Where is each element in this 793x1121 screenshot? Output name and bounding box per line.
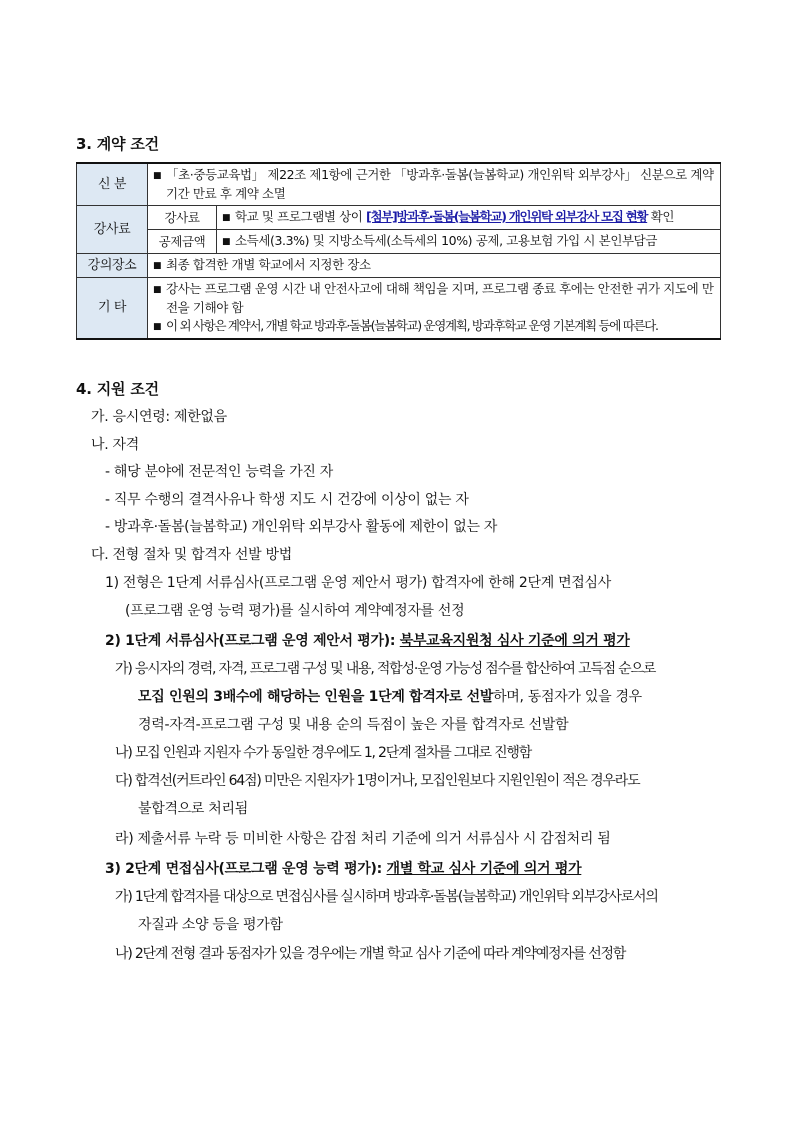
qualification-item-3: - 방과후·돌봄(늘봄학교) 개인위탁 외부강사 활동에 제한이 없는 자 <box>105 519 498 535</box>
square-bullet-icon: ■ <box>222 237 231 247</box>
sublabel-fee: 강사료 <box>148 206 217 230</box>
section-4-title: 4. 지원 조건 <box>76 380 159 398</box>
label-fee: 강사료 <box>77 206 148 254</box>
procedure-3-heading <box>105 858 581 878</box>
procedure-3a-line-1: 가) 1단계 합격자를 대상으로 면접심사를 실시하며 방과후·돌봄(늘봄학교) 개인위탁 외부강사로서의 <box>115 889 658 905</box>
qualification-item-1: - 해당 분야에 전문적인 능력을 가진 자 <box>105 464 334 480</box>
procedure-3b: 나) 2단계 전형 결과 동점자가 있을 경우에는 개별 학교 심사 기준에 따라 계약예정자를 선정함 <box>115 946 626 962</box>
square-bullet-icon: ■ <box>222 213 231 223</box>
square-bullet-icon: ■ <box>153 171 162 181</box>
qualification-heading: 나. 자격 <box>91 437 139 453</box>
procedure-2a-line-1: 가) 응시자의 경력, 자격, 프로그램 구성 및 내용, 적합성·운영 가능성 점수를 합산하여 고득점 순으로 <box>115 661 656 677</box>
row-fee-1 <box>77 206 721 230</box>
procedure-2a-line-3: 경력-자격-프로그램 구성 및 내용 순의 득점이 높은 자를 합격자로 선발함 <box>138 717 569 733</box>
qualification-item-2: - 직무 수행의 결격사유나 학생 지도 시 건강에 이상이 없는 자 <box>105 492 469 508</box>
attachment-link[interactable]: [첨부]방과후·돌봄(늘봄학교) 개인위탁 외부강사 모집 현황 <box>366 209 648 224</box>
selection-heading: 다. 전형 절차 및 합격자 선발 방법 <box>91 547 292 563</box>
procedure-2a-bold: 모집 인원의 3배수에 해당하는 인원을 1단계 합격자로 선발 <box>138 689 494 705</box>
status-text: 「초·중등교육법」 제22조 제1항에 근거한 「방과후·돌봄(늘봄학교) 개인위탁 외부강사」 신분으로 계약기간 만료 후 계약 소멸 <box>166 167 714 201</box>
row-fee-2 <box>77 230 721 254</box>
procedure-3a-line-2: 자질과 소양 등을 평가함 <box>138 917 283 933</box>
procedure-2b: 나) 모집 인원과 지원자 수가 동일한 경우에도 1, 2단계 절차를 그대로 진행함 <box>115 745 532 761</box>
procedure-2a-line-2 <box>138 686 642 706</box>
place-text: 최종 합격한 개별 학교에서 지정한 장소 <box>166 257 371 272</box>
section-3-title: 3. 계약 조건 <box>76 135 159 153</box>
procedure-2a-rest: 하며, 동점자가 있을 경우 <box>493 689 642 705</box>
label-place: 강의장소 <box>77 254 148 278</box>
procedure-2d: 라) 제출서류 누락 등 미비한 사항은 감점 처리 기준에 의거 서류심사 시 감점처리 됨 <box>115 831 611 847</box>
etc-item-1: 강사는 프로그램 운영 시간 내 안전사고에 대해 책임을 지며, 프로그램 종료 후에는 안전한 귀가 지도에 만전을 기해야 함 <box>166 281 714 315</box>
label-etc: 기 타 <box>77 278 148 340</box>
procedure-2-criteria: 북부교육지원청 심사 기준에 의거 평가 <box>399 633 630 649</box>
row-status <box>77 163 721 206</box>
procedure-3-criteria: 개별 학교 심사 기준에 의거 평가 <box>386 861 582 877</box>
procedure-2c-line-1: 다) 합격선(커트라인 64점) 미만은 지원자가 1명이거나, 모집인원보다 지원인원이 적은 경우라도 <box>115 773 640 789</box>
procedure-3-title: 3) 2단계 면접심사(프로그램 운영 능력 평가): <box>105 861 387 877</box>
age-condition: 가. 응시연령: 제한없음 <box>91 409 227 425</box>
square-bullet-icon: ■ <box>153 261 162 271</box>
row-place <box>77 254 721 278</box>
square-bullet-icon: ■ <box>153 285 162 295</box>
procedure-2-title: 2) 1단계 서류심사(프로그램 운영 제안서 평가): <box>105 633 400 649</box>
fee-text-post: 확인 <box>647 209 675 224</box>
procedure-2c-line-2: 불합격으로 처리됨 <box>138 801 248 817</box>
row-etc <box>77 278 721 340</box>
label-status: 신 분 <box>77 163 148 206</box>
sublabel-deduction: 공제금액 <box>148 230 217 254</box>
square-bullet-icon: ■ <box>153 322 161 332</box>
fee-text-pre: 학교 및 프로그램별 상이 <box>235 209 367 224</box>
procedure-1-line-1: 1) 전형은 1단계 서류심사(프로그램 운영 제안서 평가) 합격자에 한해 2단계 면접심사 <box>105 575 611 591</box>
contract-terms-table <box>76 162 721 340</box>
procedure-2-heading <box>105 630 630 650</box>
etc-item-2: 이 외 사항은 계약서, 개별 학교 방과후·돌봄(늘봄학교) 운영계획, 방과후학교 운영 기본계획 등에 따른다. <box>166 318 658 333</box>
procedure-1-line-2: (프로그램 운영 능력 평가)를 실시하여 계약예정자를 선정 <box>125 603 465 619</box>
deduction-text: 소득세(3.3%) 및 지방소득세(소득세의 10%) 공제, 고용보험 가입 시 본인부담금 <box>235 233 658 248</box>
